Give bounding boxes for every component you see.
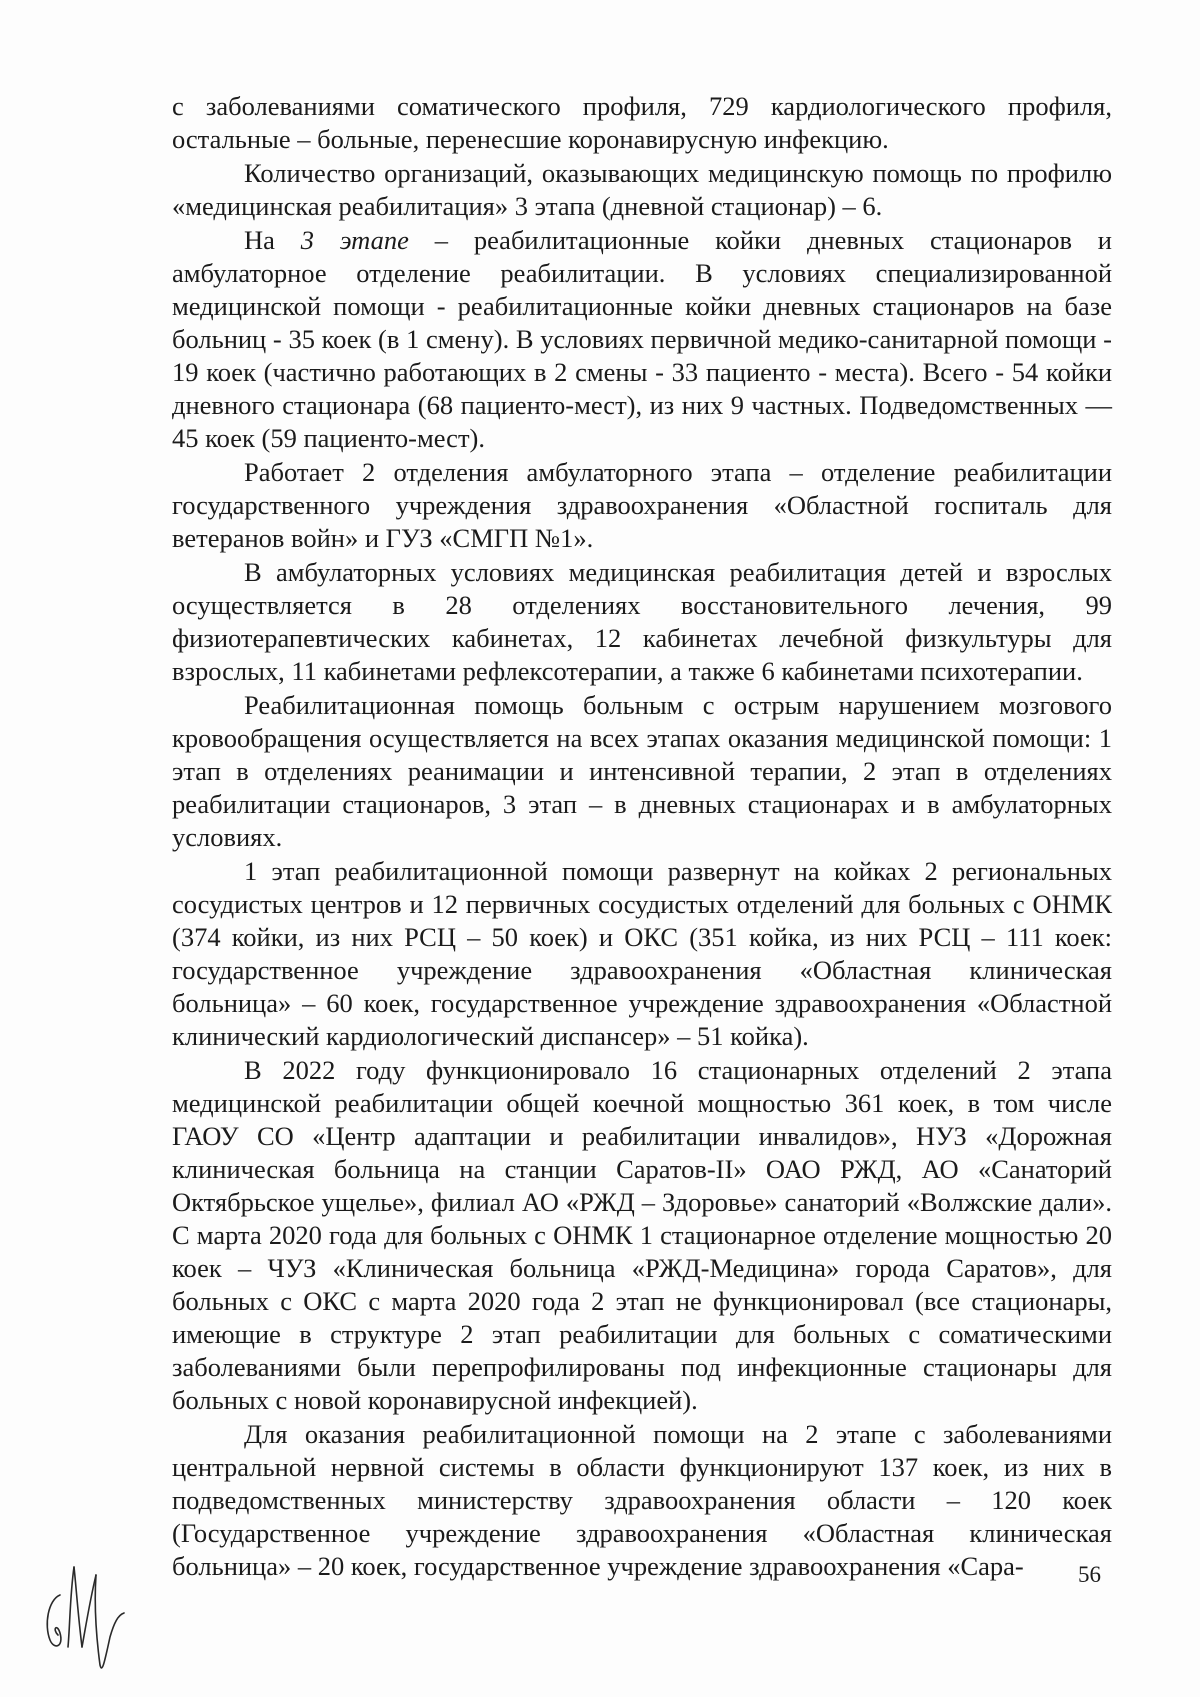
paragraph-4 — [172, 456, 1112, 555]
paragraph-7-text: 1 этап реабилитационной помощи развернут на койках 2 региональных сосудистых центров и 12 первичных сосудистых отделений для больных с ОНМК (374 койки, из них РСЦ – 50 коек) и ОКС (351 койка, из них РСЦ – 111 коек: государственное учреждение здравоохранения «Областная клиническая больница» – 60 коек, государственное учреждение здравоохранения «Областной клинический кардиологический диспансер» – 51 койка). — [172, 856, 1112, 1051]
paragraph-1-text: с заболеваниями соматического профиля, 729 кардиологического профиля, остальные – больные, перенесшие коронавирусную инфекцию. — [172, 91, 1112, 154]
paragraph-6 — [172, 689, 1112, 854]
paragraph-1 — [172, 90, 1112, 156]
paragraph-4-text: Работает 2 отделения амбулаторного этапа – отделение реабилитации государственного учреждения здравоохранения «Областной госпиталь для ветеранов войн» и ГУЗ «СМГП №1». — [172, 457, 1112, 553]
paragraph-9 — [172, 1418, 1112, 1583]
paragraph-2-text: Количество организаций, оказывающих медицинскую помощь по профилю «медицинская реабилитация» 3 этапа (дневной стационар) – 6. — [172, 158, 1112, 221]
handwritten-signature — [30, 1555, 150, 1685]
paragraph-3-emphasis: 3 этапе — [300, 225, 409, 255]
page-number: 56 — [1078, 1562, 1101, 1587]
document-body — [172, 90, 1112, 1584]
paragraph-5-text: В амбулаторных условиях медицинская реабилитация детей и взрослых осуществляется в 28 отделениях восстановительного лечения, 99 физиотерапевтических кабинетах, 12 кабинетах лечебной физкультуры для взрослых, 11 кабинетами рефлексотерапии, а также 6 кабинетами психотерапии. — [172, 557, 1112, 686]
paragraph-5 — [172, 556, 1112, 688]
paragraph-3 — [172, 224, 1112, 455]
paragraph-6-text: Реабилитационная помощь больным с острым нарушением мозгового кровообращения осуществляется на всех этапах оказания медицинской помощи: 1 этап в отделениях реанимации и интенсивной терапии, 2 этап в отделениях реабилитации стационаров, 3 этап – в дневных стационарах и в амбулаторных условиях. — [172, 690, 1112, 852]
paragraph-8-text: В 2022 году функционировало 16 стационарных отделений 2 этапа медицинской реабилитации общей коечной мощностью 361 коек, в том числе ГАОУ СО «Центр адаптации и реабилитации инвалидов», НУЗ «Дорожная клиническая больница на станции Саратов-II» ОАО РЖД, АО «Санаторий Октябрьское ущелье», филиал АО «РЖД – Здоровье» санаторий «Волжские дали». С марта 2020 года для больных с ОНМК 1 стационарное отделение мощностью 20 коек – ЧУЗ «Клиническая больница «РЖД-Медицина» города Саратов», для больных с ОКС с марта 2020 года 2 этап не функционировал (все стационары, имеющие в структуре 2 этап реабилитации для больных с соматическими заболеваниями были перепрофилированы под инфекционные стационары для больных с новой коронавирусной инфекцией). — [172, 1055, 1112, 1415]
paragraph-3-prefix: На — [244, 225, 301, 255]
paragraph-3-text: – реабилитационные койки дневных стационаров и амбулаторное отделение реабилитации. В условиях специализированной медицинской помощи - реабилитационные койки дневных стационаров на базе больниц - 35 коек (в 1 смену). В условиях первичной медико-санитарной помощи - 19 коек (частично работающих в 2 смены - 33 пациенто - места). Всего - 54 койки дневного стационара (68 пациенто-мест), из них 9 частных. Подведомственных — 45 коек (59 пациенто-мест). — [172, 225, 1112, 453]
paragraph-7 — [172, 855, 1112, 1053]
paragraph-9-text: Для оказания реабилитационной помощи на 2 этапе с заболеваниями центральной нервной системы в области функционируют 137 коек, из них в подведомственных министерству здравоохранения области – 120 коек (Государственное учреждение здравоохранения «Областная клиническая больница» – 20 коек, государственное учреждение здравоохранения «Сара- — [172, 1419, 1112, 1581]
paragraph-8 — [172, 1054, 1112, 1417]
paragraph-2 — [172, 157, 1112, 223]
